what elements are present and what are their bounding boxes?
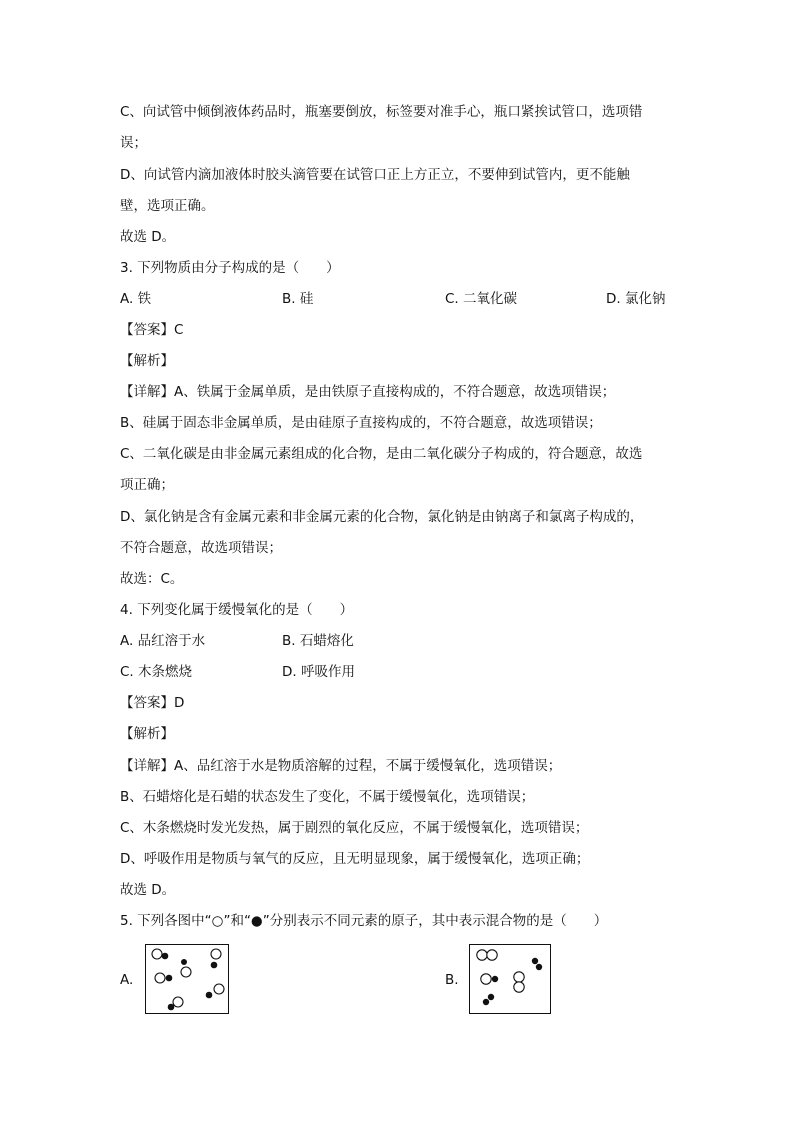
text-line: D、向试管内滴加液体时胶头滴管要在试管口正上方正立，不要伸到试管内，更不能触 — [120, 167, 630, 183]
question-3-stem: 3. 下列物质由分子构成的是（ ） — [120, 260, 340, 276]
text-line: C、向试管中倾倒液体药品时，瓶塞要倒放，标签要对准手心，瓶口紧挨试管口，选项错 — [120, 104, 643, 120]
q4-option-c: C. 木条燃烧 — [120, 664, 193, 680]
figure-b-label: B. — [445, 972, 459, 988]
question-5-stem: 5. 下列各图中“○”和“●”分别表示不同元素的原子，其中表示混合物的是（ ） — [120, 913, 608, 929]
text-line: 【详解】A、铁属于金属单质，是由铁原子直接构成的，不符合题意，故选项错误； — [120, 384, 616, 400]
figure-a-label: A. — [120, 972, 134, 988]
text-line: D、氯化钠是含有金属元素和非金属元素的化合物，氯化钠是由钠离子和氯离子构成的， — [120, 509, 644, 525]
text-line: 误； — [120, 135, 147, 151]
figure-a-diagram — [146, 945, 230, 1015]
text-line: B、硅属于固态非金属单质，是由硅原子直接构成的，不符合题意，故选项错误； — [120, 415, 602, 431]
figure-a-box — [145, 944, 229, 1014]
figure-b-box — [469, 944, 551, 1014]
q3-option-d: D. 氯化钠 — [606, 291, 666, 307]
text-line: 不符合题意，故选项错误； — [120, 540, 282, 556]
text-line: C、二氧化碳是由非金属元素组成的化合物，是由二氧化碳分子构成的，符合题意，故选 — [120, 446, 643, 462]
answer-label: 【答案】C — [120, 322, 184, 338]
analysis-label: 【解析】 — [120, 353, 174, 369]
q4-option-d: D. 呼吸作用 — [282, 664, 355, 680]
figure-b-diagram — [470, 945, 552, 1015]
text-line: 故选：C。 — [120, 571, 184, 587]
question-4-stem: 4. 下列变化属于缓慢氧化的是（ ） — [120, 602, 354, 618]
q4-option-a: A. 品红溶于水 — [120, 633, 206, 649]
q3-option-a: A. 铁 — [120, 291, 152, 307]
analysis-label: 【解析】 — [120, 726, 174, 742]
answer-label: 【答案】D — [120, 695, 185, 711]
q3-option-c: C. 二氧化碳 — [445, 291, 518, 307]
text-line: 故选 D。 — [120, 229, 176, 245]
text-line: 故选 D。 — [120, 882, 176, 898]
text-line: D、呼吸作用是物质与氧气的反应，且无明显现象，属于缓慢氧化，选项正确； — [120, 851, 590, 867]
text-line: B、石蜡熔化是石蜡的状态发生了变化，不属于缓慢氧化，选项错误； — [120, 789, 535, 805]
text-line: 【详解】A、品红溶于水是物质溶解的过程，不属于缓慢氧化，选项错误； — [120, 758, 562, 774]
q3-option-b: B. 硅 — [282, 291, 314, 307]
q4-option-b: B. 石蜡熔化 — [282, 633, 354, 649]
text-line: 壁，选项正确。 — [120, 198, 215, 214]
text-line: 项正确； — [120, 477, 174, 493]
text-line: C、木条燃烧时发光发热，属于剧烈的氧化反应，不属于缓慢氧化，选项错误； — [120, 820, 589, 836]
